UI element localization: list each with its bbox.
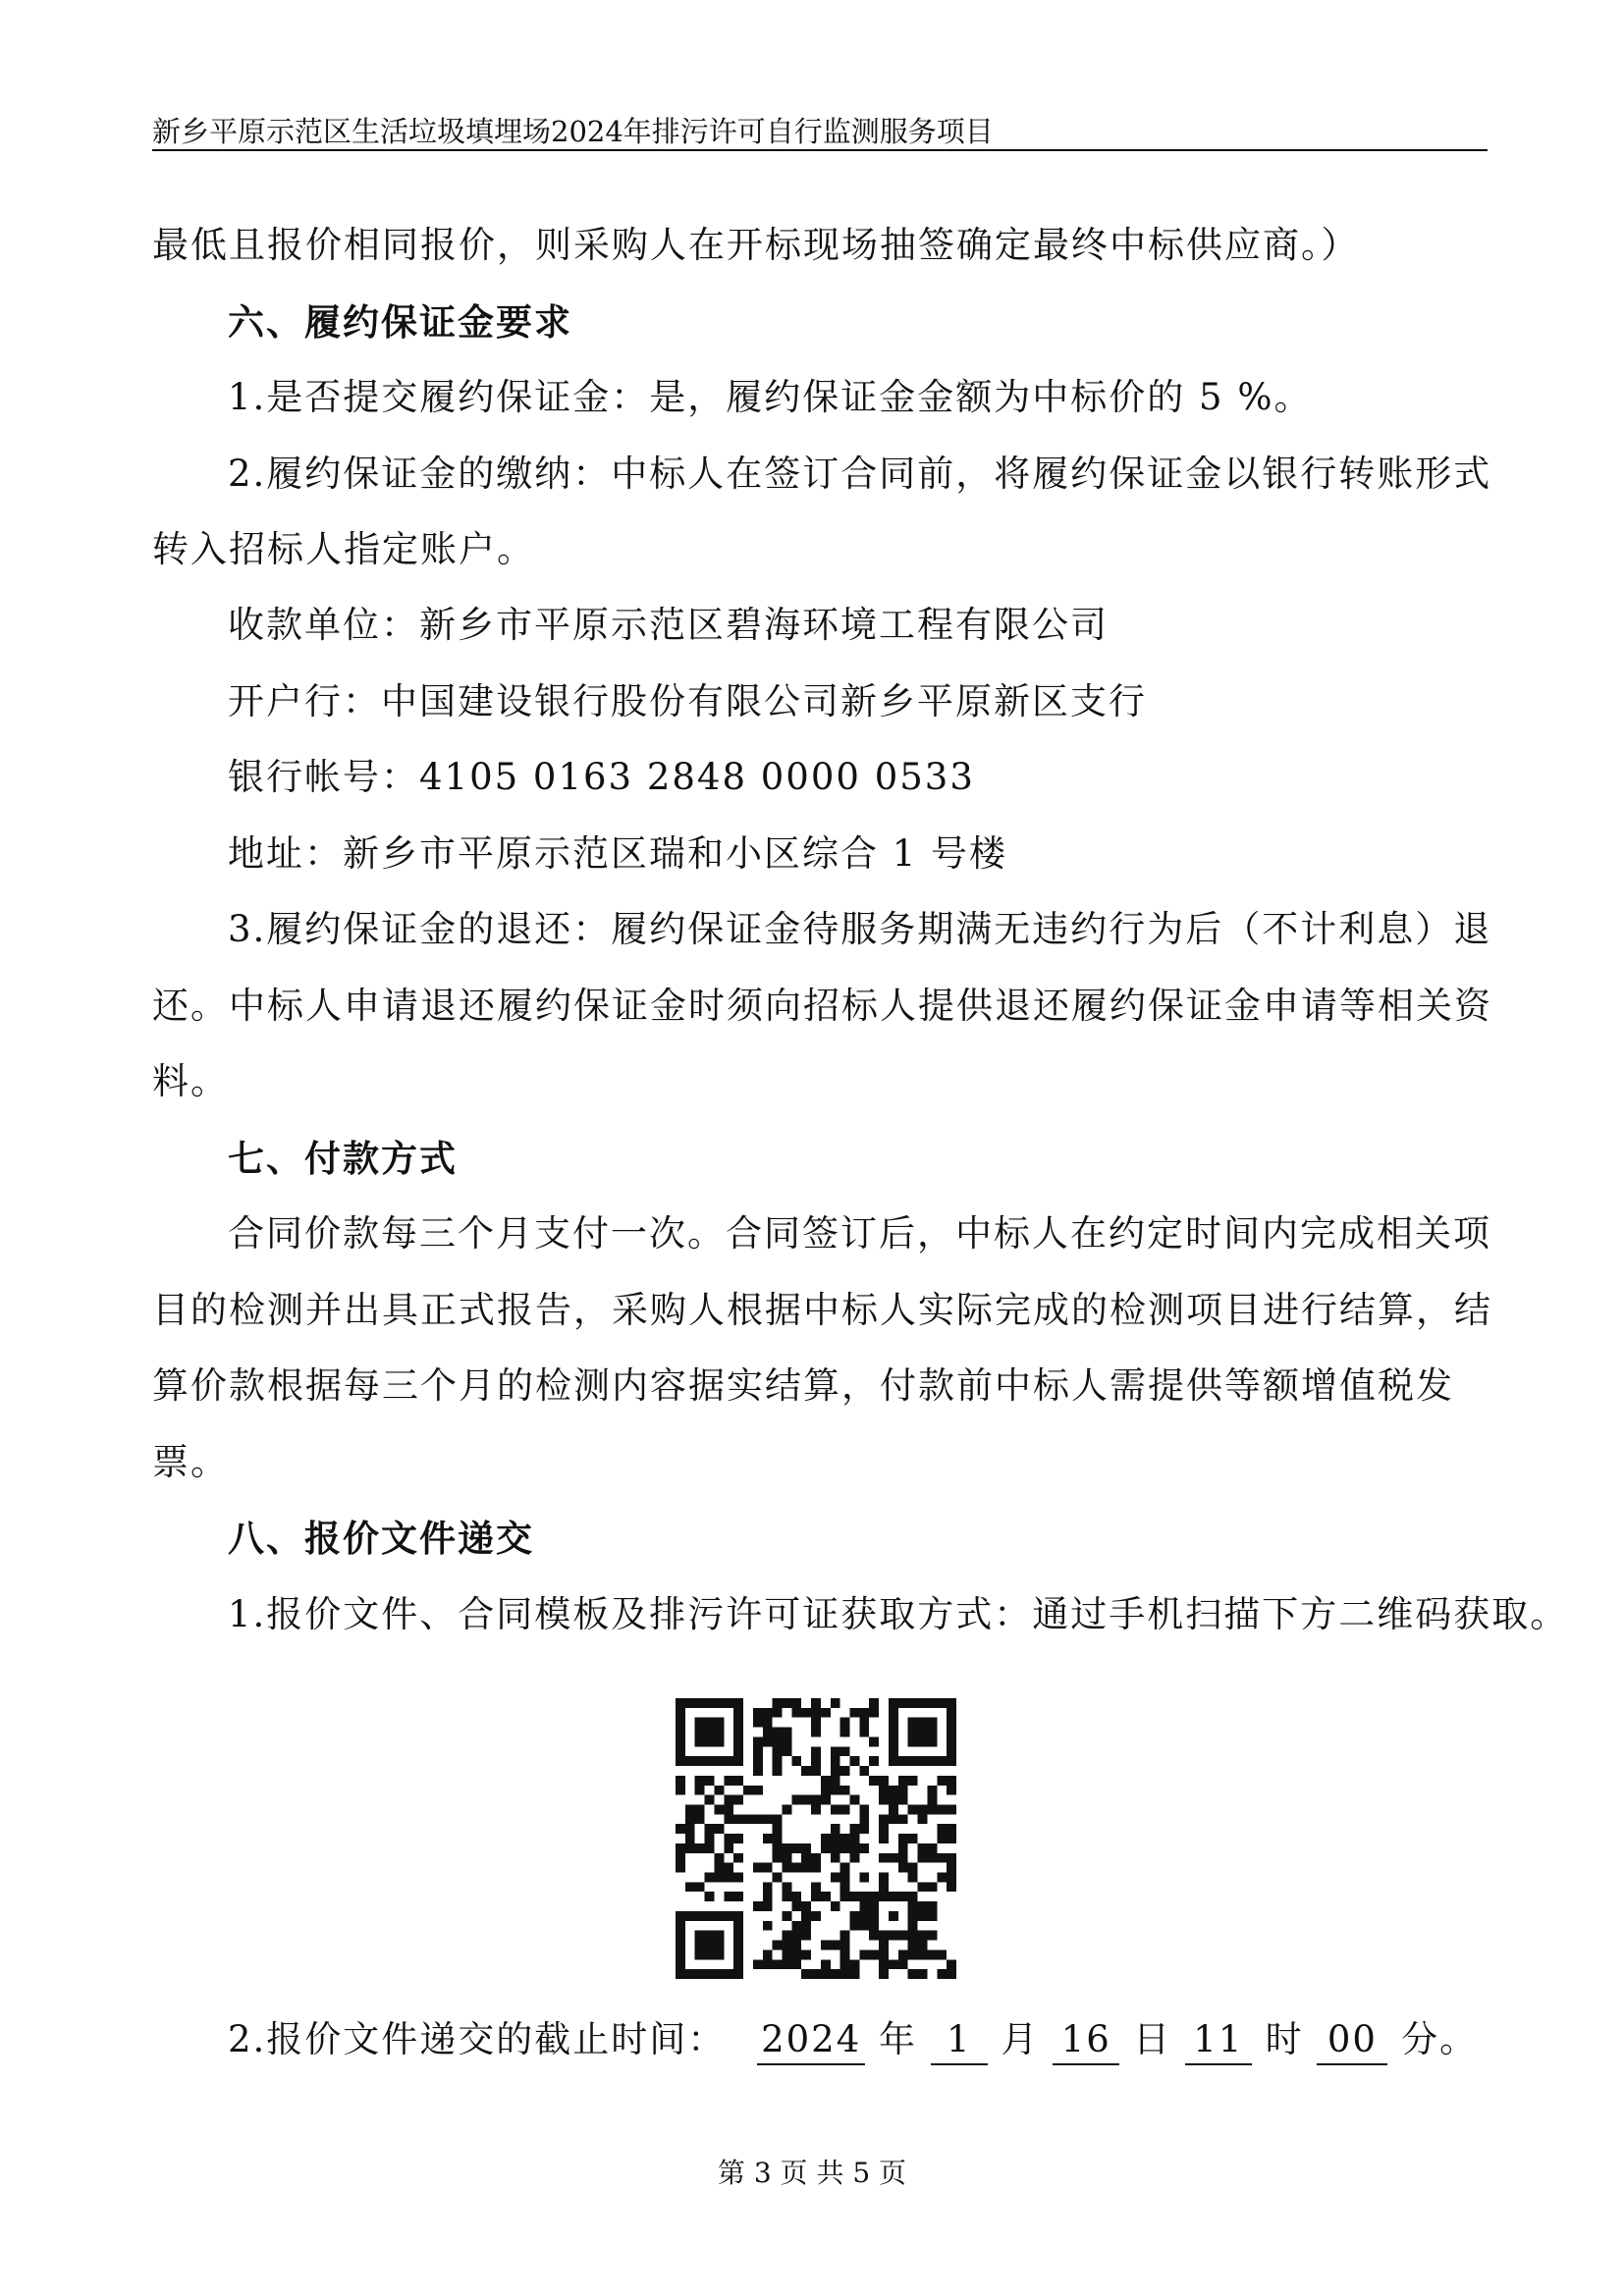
deadline-year: 2024 <box>757 2016 865 2065</box>
page-number: 第 3 页 共 5 页 <box>717 2157 907 2189</box>
payee-line: 收款单位：新乡市平原示范区碧海环境工程有限公司 <box>228 604 1109 646</box>
paragraph-6-3-cont: 还。中标人申请退还履约保证金时须向招标人提供退还履约保证金申请等相关资 <box>152 985 1492 1027</box>
paragraph-6-3-end: 料。 <box>152 1060 229 1102</box>
paragraph-8-1: 1.报价文件、合同模板及排污许可证获取方式：通过手机扫描下方二维码获取。 <box>228 1593 1569 1635</box>
paragraph-6-2: 2.履约保证金的缴纳：中标人在签订合同前，将履约保证金以银行转账形式 <box>228 453 1492 495</box>
header-rule <box>152 149 1488 151</box>
account-line: 银行帐号：4105 0163 2848 0000 0533 <box>228 756 975 798</box>
qr-code-image <box>676 1698 956 1979</box>
deadline-month-unit: 月 <box>1001 2018 1040 2060</box>
bank-line: 开户行：中国建设银行股份有限公司新乡平原新区支行 <box>228 680 1147 722</box>
section-heading-8: 八、报价文件递交 <box>228 1517 534 1560</box>
deadline-hour-unit: 时 <box>1265 2018 1304 2060</box>
paragraph-8-2 <box>228 2016 1478 2065</box>
section-heading-6: 六、履约保证金要求 <box>228 300 572 344</box>
deadline-year-unit: 年 <box>879 2018 918 2060</box>
paragraph-7-line2: 目的检测并出具正式报告，采购人根据中标人实际完成的检测项目进行结算，结 <box>152 1289 1492 1331</box>
paragraph-7-line4: 票。 <box>152 1441 229 1483</box>
deadline-minute: 00 <box>1317 2016 1387 2065</box>
paragraph-7-line1: 合同价款每三个月支付一次。合同签订后，中标人在约定时间内完成相关项 <box>228 1212 1491 1255</box>
section-heading-7: 七、付款方式 <box>228 1137 458 1180</box>
deadline-minute-unit: 分。 <box>1401 2018 1479 2060</box>
deadline-label: 2.报价文件递交的截止时间： <box>228 2018 727 2060</box>
deadline-day-unit: 日 <box>1133 2018 1172 2060</box>
paragraph-6-3: 3.履约保证金的退还：履约保证金待服务期满无违约行为后（不计利息）退 <box>228 908 1492 950</box>
paragraph-6-1: 1.是否提交履约保证金：是，履约保证金金额为中标价的 5 %。 <box>228 376 1313 418</box>
paragraph-continuation: 最低且报价相同报价，则采购人在开标现场抽签确定最终中标供应商。） <box>152 224 1360 266</box>
deadline-hour: 11 <box>1185 2016 1252 2065</box>
deadline-day: 16 <box>1053 2016 1119 2065</box>
paragraph-7-line3: 算价款根据每三个月的检测内容据实结算，付款前中标人需提供等额增值税发 <box>152 1364 1454 1407</box>
header-title: 新乡平原示范区生活垃圾填埋场2024年排污许可自行监测服务项目 <box>152 115 994 148</box>
deadline-month: 1 <box>931 2016 988 2065</box>
address-line: 地址：新乡市平原示范区瑞和小区综合 1 号楼 <box>228 832 1008 875</box>
paragraph-6-2-cont: 转入招标人指定账户。 <box>152 528 535 570</box>
